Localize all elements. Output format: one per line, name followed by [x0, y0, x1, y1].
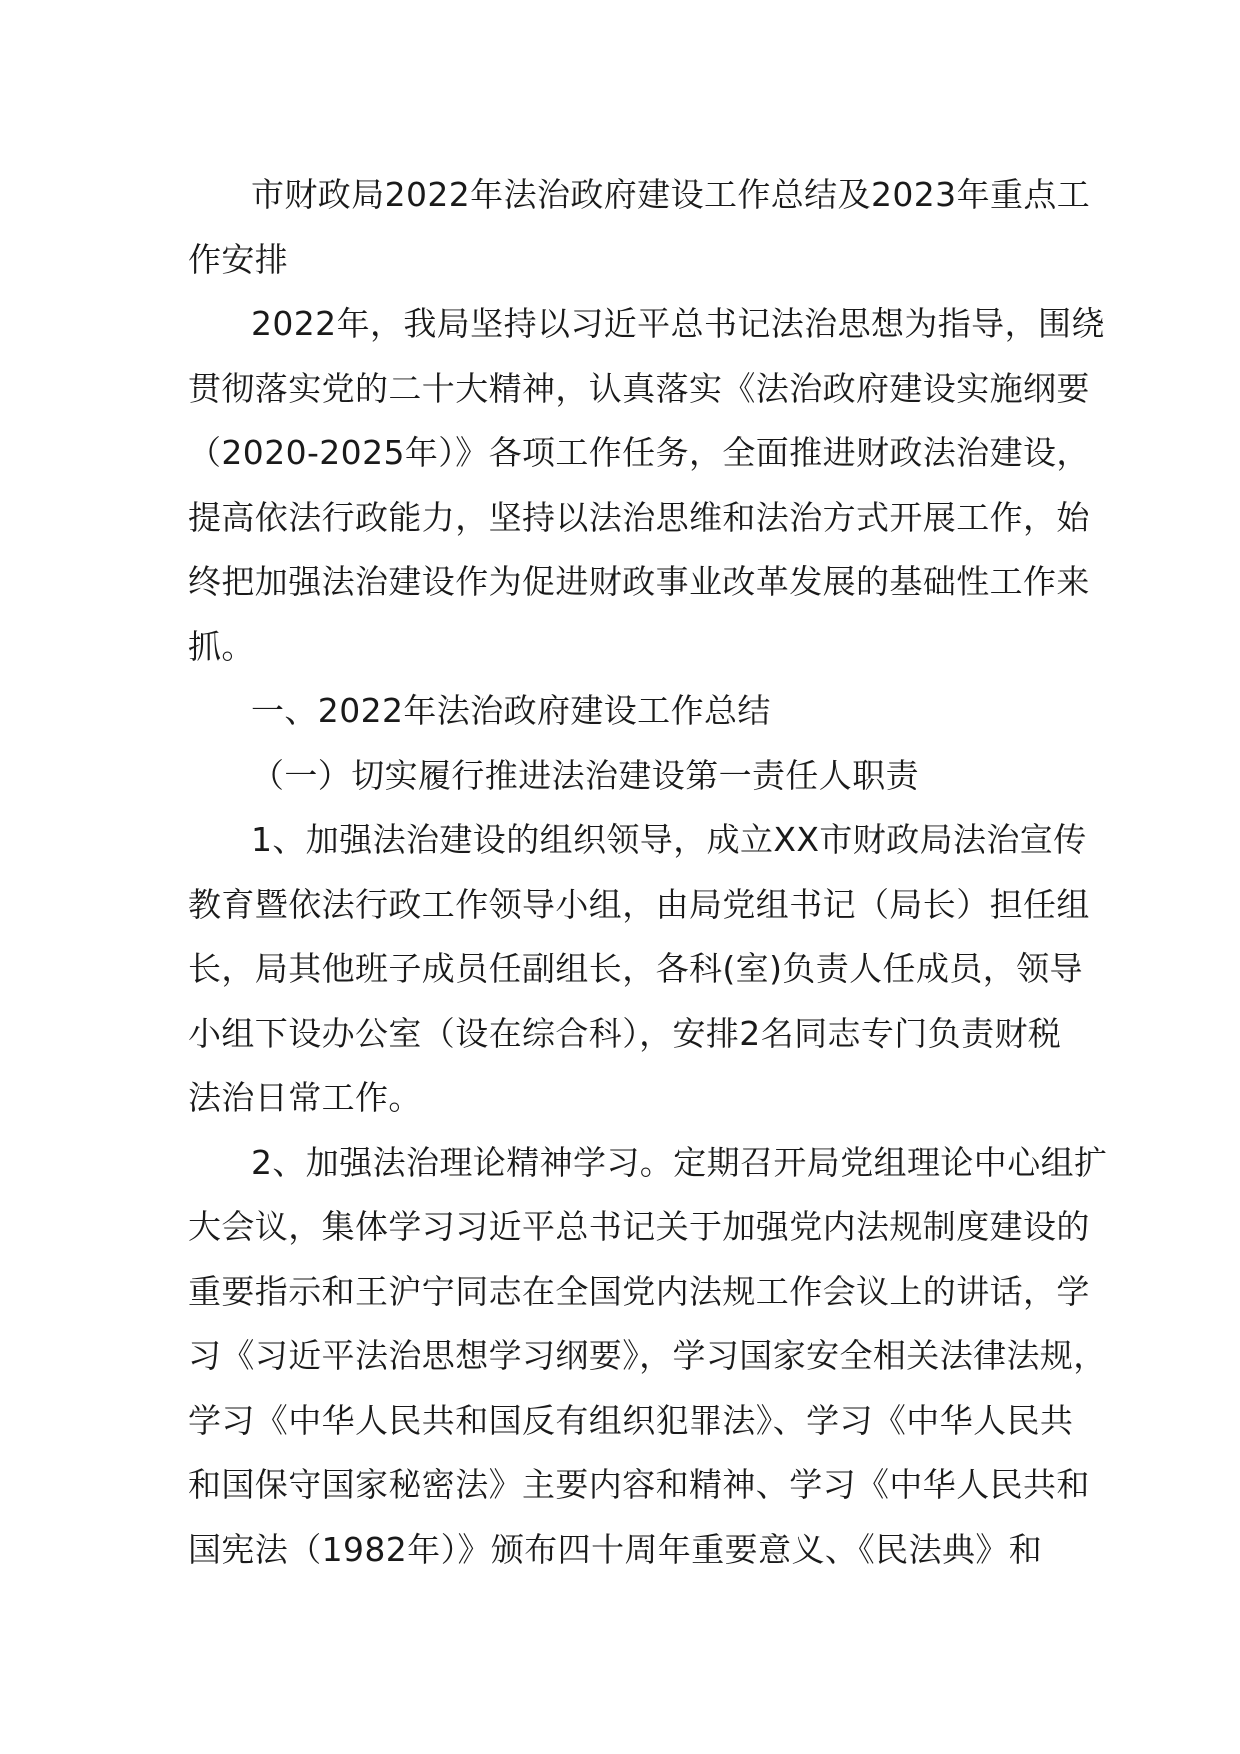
paragraph-line: 大会议，集体学习习近平总书记关于加强党内法规制度建设的 [188, 1207, 1090, 1246]
section-heading: 一、2022年法治政府建设工作总结 [251, 691, 771, 730]
item-2-paragraph [188, 1131, 1108, 1583]
title-line: 市财政局2022年法治政府建设工作总结及2023年重点工 [251, 175, 1091, 214]
paragraph-line: 2、加强法治理论精神学习。定期召开局党组理论中心组扩 [251, 1142, 1108, 1182]
paragraph-line: 重要指示和王沪宁同志在全国党内法规工作会议上的讲话，学 [188, 1271, 1090, 1311]
paragraph-line: 终把加强法治建设作为促进财政事业改革发展的基础性工作来 [188, 562, 1090, 601]
paragraph-line: 长，局其他班子成员任副组长，各科(室)负责人任成员，领导 [188, 949, 1083, 988]
paragraph-line: 习《习近平法治思想学习纲要》，学习国家安全相关法律法规， [188, 1336, 1107, 1375]
paragraph-line: 法治日常工作。 [188, 1078, 422, 1117]
intro-paragraph [188, 292, 1105, 679]
paragraph-line: 学习《中华人民共和国反有组织犯罪法》、学习《中华人民共 [188, 1400, 1074, 1440]
title-line: 作安排 [188, 239, 289, 279]
item-1-paragraph [188, 808, 1090, 1131]
document-title [188, 163, 1091, 292]
paragraph-line: 和国保守国家秘密法》主要内容和精神、学习《中华人民共和 [188, 1465, 1090, 1504]
paragraph-line: 小组下设办公室（设在综合科），安排2名同志专门负责财税 [188, 1013, 1062, 1053]
subsection-heading: （一）切实履行推进法治建设第一责任人职责 [251, 755, 919, 795]
paragraph-line: 国宪法（1982年）》颁布四十周年重要意义、《民法典》和 [188, 1529, 1043, 1569]
paragraph-line: 贯彻落实党的二十大精神，认真落实《法治政府建设实施纲要 [188, 368, 1090, 408]
paragraph-line: 教育暨依法行政工作领导小组，由局党组书记（局长）担任组 [188, 884, 1090, 924]
paragraph-line: 2022年，我局坚持以习近平总书记法治思想为指导，围绕 [251, 304, 1105, 343]
document-body [188, 163, 1108, 1582]
paragraph-line: 1、加强法治建设的组织领导，成立XX市财政局法治宣传 [251, 820, 1087, 859]
paragraph-line: （2020-2025年）》各项工作任务，全面推进财政法治建设， [188, 433, 1090, 472]
paragraph-line: 抓。 [188, 626, 255, 666]
paragraph-line: 提高依法行政能力，坚持以法治思维和法治方式开展工作，始 [188, 497, 1090, 537]
